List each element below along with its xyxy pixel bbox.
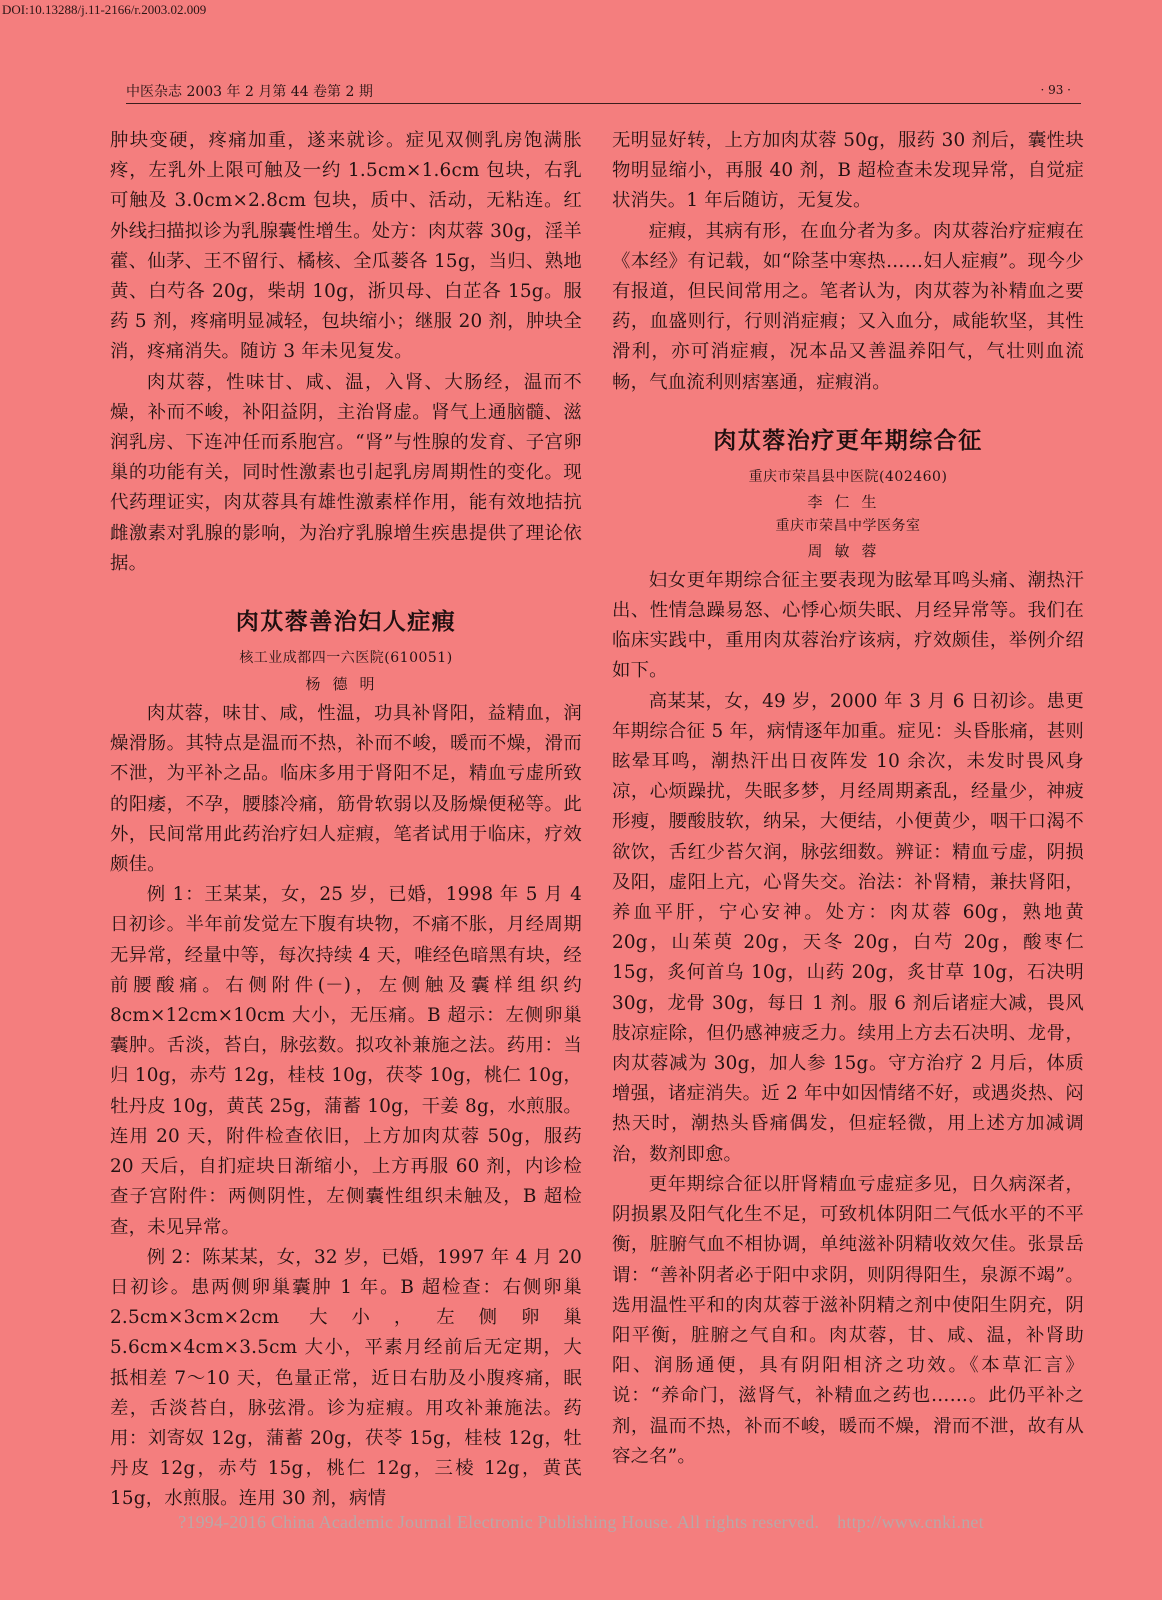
copyright-text: ?1994-2016 China Academic Journal Electronic Publishing House. All rights reserved. xyxy=(178,1512,820,1532)
affiliation: 核工业成都四一六医院(610051) xyxy=(239,650,453,667)
copyright-footer xyxy=(0,1512,1162,1533)
paragraph: 无明显好转，上方加肉苁蓉 50g，服药 30 剂后，囊性块物明显缩小，再服 40 剂，B 超检查未发现异常，自觉症状消失。1 年后随访，无复发。 xyxy=(612,130,1084,212)
page-number: · 93 · xyxy=(1040,83,1071,97)
article-title: 肉苁蓉治疗更年期综合征 xyxy=(713,427,983,454)
affiliation: 重庆市荣昌县中医院(402460) xyxy=(748,468,948,485)
paragraph: 症瘕，其病有形，在血分者为多。肉苁蓉治疗症瘕在《本经》有记载，如“除茎中寒热……妇人症瘕”。现今少有报道，但民间常用之。笔者认为，肉苁蓉为补精血之要药，血盛则行，行则消症瘕；又入血分，咸能软坚，其性滑利，亦可消症瘕，况本品又善温养阳气，气壮则血流畅，气血流利则痞塞通，症瘕消。 xyxy=(612,220,1084,393)
article-title: 肉苁蓉善治妇人症瘕 xyxy=(235,609,457,636)
paragraph: 高某某，女，49 岁，2000 年 3 月 6 日初诊。患更年期综合征 5 年，病情逐年加重。症见：头昏胀痛，甚则眩晕耳鸣，潮热汗出日夜阵发 10 余次，未发时畏风身凉，心烦躁扰，失眠多梦，月经周期紊乱，经量少，神疲形瘦，腰酸肢软，纳呆，大便结，小便黄少，咽干口渴不欲饮，舌红少苔欠润，脉弦细数。辨证：精血亏虚，阴损及阳，虚阳上亢，心肾失交。治法：补肾精，兼扶肾阳，养血平肝，宁心安神。处方：肉苁蓉 60g，熟地黄 20g，山茱萸 20g，天冬 20g，白芍 20g，酸枣仁 15g，炙何首乌 10g，山药 20g，炙甘草 10g，石决明 30g，龙骨 30g，每日 1 剂。服 6 剂后诸症大减，畏风肢凉症除，但仍感神疲乏力。续用上方去石决明、龙骨，肉苁蓉减为 30g，加人参 15g。守方治疗 2 月后，体质增强，诸症消失。近 2 年中如因情绪不好，或遇炎热、闷热天时，潮热头昏痛偶发，但症轻微，用上述方加减调治，数剂即愈。 xyxy=(612,690,1084,1165)
running-header xyxy=(126,81,1081,104)
paragraph: 更年期综合征以肝肾精血亏虚症多见，日久病深者，阴损累及阳气化生不足，可致机体阴阳二气低水平的不平衡，脏腑气血不相协调，单纯滋补阴精收效欠佳。张景岳谓：“善补阴者必于阳中求阴，则阴得阳生，泉源不竭”。选用温性平和的肉苁蓉于滋补阴精之剂中使阳生阴充，阴阳平衡，脏腑之气自和。肉苁蓉，甘、咸、温，补肾助阳、润肠通便，具有阴阳相济之功效。《本草汇言》说：“养命门，滋肾气，补精血之药也……。此仍平补之剂，温而不热，补而不峻，暖而不燥，滑而不泄，故有从容之名”。 xyxy=(612,1173,1084,1467)
affiliation: 重庆市荣昌中学医务室 xyxy=(775,517,921,534)
right-column xyxy=(612,126,1084,1472)
footer-url[interactable]: http://www.cnki.net xyxy=(837,1512,984,1532)
paragraph: 肿块变硬，疼痛加重，遂来就诊。症见双侧乳房饱满胀疼，左乳外上限可触及一约 1.5cm×1.6cm 包块，右乳可触及 3.0cm×2.8cm 包块，质中、活动，无粘连。红外线扫描拟诊为乳腺囊性增生。处方：肉苁蓉 30g，淫羊藿、仙茅、王不留行、橘核、全瓜蒌各 15g，当归、熟地黄、白芍各 20g，柴胡 10g，浙贝母、白芷各 15g。服药 5 剂，疼痛明显减轻，包块缩小；继服 20 剂，肿块全消，疼痛消失。随访 3 年未见复发。 xyxy=(110,130,582,363)
paragraph: 肉苁蓉，味甘、咸，性温，功具补肾阳，益精血，润燥滑肠。其特点是温而不热，补而不峻，暖而不燥，滑而不泄，为平补之品。临床多用于肾阳不足，精血亏虚所致的阳痿，不孕，腰膝冷痛，筋骨软弱以及肠燥便秘等。此外，民间常用此药治疗妇人症瘕，笔者试用于临床，疗效颇佳。 xyxy=(110,703,582,876)
paragraph: 肉苁蓉，性味甘、咸、温，入肾、大肠经，温而不燥，补而不峻，补阳益阴，主治肾虚。肾气上通脑髓、滋润乳房、下连冲任而系胞宫。“肾”与性腺的发育、子宫卵巢的功能有关，同时性激素也引起乳房周期性的变化。现代药理证实，肉苁蓉具有雄性激素样作用，能有效地拮抗雌激素对乳腺的影响，为治疗乳腺增生疾患提供了理论依据。 xyxy=(110,371,582,574)
doi-label: DOI:10.13288/j.11-2166/r.2003.02.009 xyxy=(2,2,207,17)
paragraph: 例 2：陈某某，女，32 岁，已婚，1997 年 4 月 20 日初诊。患两侧卵巢囊肿 1 年。B 超检查：右侧卵巢 2.5cm×3cm×2cm 大小，左侧卵巢 5.6cm×4cm×3.5cm 大小，平素月经前后无定期，大抵相差 7～10 天，色量正常，近日右肋及小腹疼痛，眠差，舌淡苔白，脉弦滑。诊为症瘕。用攻补兼施法。药用：刘寄奴 12g，蒲蓄 20g，茯苓 15g，桂枝 12g，牡丹皮 12g，赤芍 15g，桃仁 12g，三棱 12g，黄芪 15g，水煎服。连用 30 剂，病情 xyxy=(110,1246,582,1510)
journal-issue: 中医杂志 2003 年 2 月第 44 卷第 2 期 xyxy=(126,84,373,100)
left-column xyxy=(110,126,582,1515)
author: 李仁生 xyxy=(807,492,889,511)
author: 杨德明 xyxy=(305,675,387,694)
paragraph: 例 1：王某某，女，25 岁，已婚，1998 年 5 月 4 日初诊。半年前发觉左下腹有块物，不痛不胀，月经周期无异常，经量中等，每次持续 4 天，唯经色暗黑有块，经前腰酸痛。右侧附件(－)，左侧触及囊样组织约 8cm×12cm×10cm 大小，无压痛。B 超示：左侧卵巢囊肿。舌淡，苔白，脉弦数。拟攻补兼施之法。药用：当归 10g，赤芍 12g，桂枝 10g，茯苓 10g，桃仁 10g，牡丹皮 10g，黄芪 25g，蒲蓄 10g，干姜 8g，水煎服。连用 20 天，附件检查依旧，上方加肉苁蓉 50g，服药 20 天后，自扪症块日渐缩小，上方再服 60 剂，内诊检查子宫附件：两侧阴性，左侧囊性组织未触及，B 超检查，未见异常。 xyxy=(110,884,582,1238)
paragraph: 妇女更年期综合征主要表现为眩晕耳鸣头痛、潮热汗出、性情急躁易怒、心悸心烦失眠、月经异常等。我们在临床实践中，重用肉苁蓉治疗该病，疗效颇佳，举例介绍如下。 xyxy=(612,569,1084,682)
author: 周敏蓉 xyxy=(807,541,889,560)
